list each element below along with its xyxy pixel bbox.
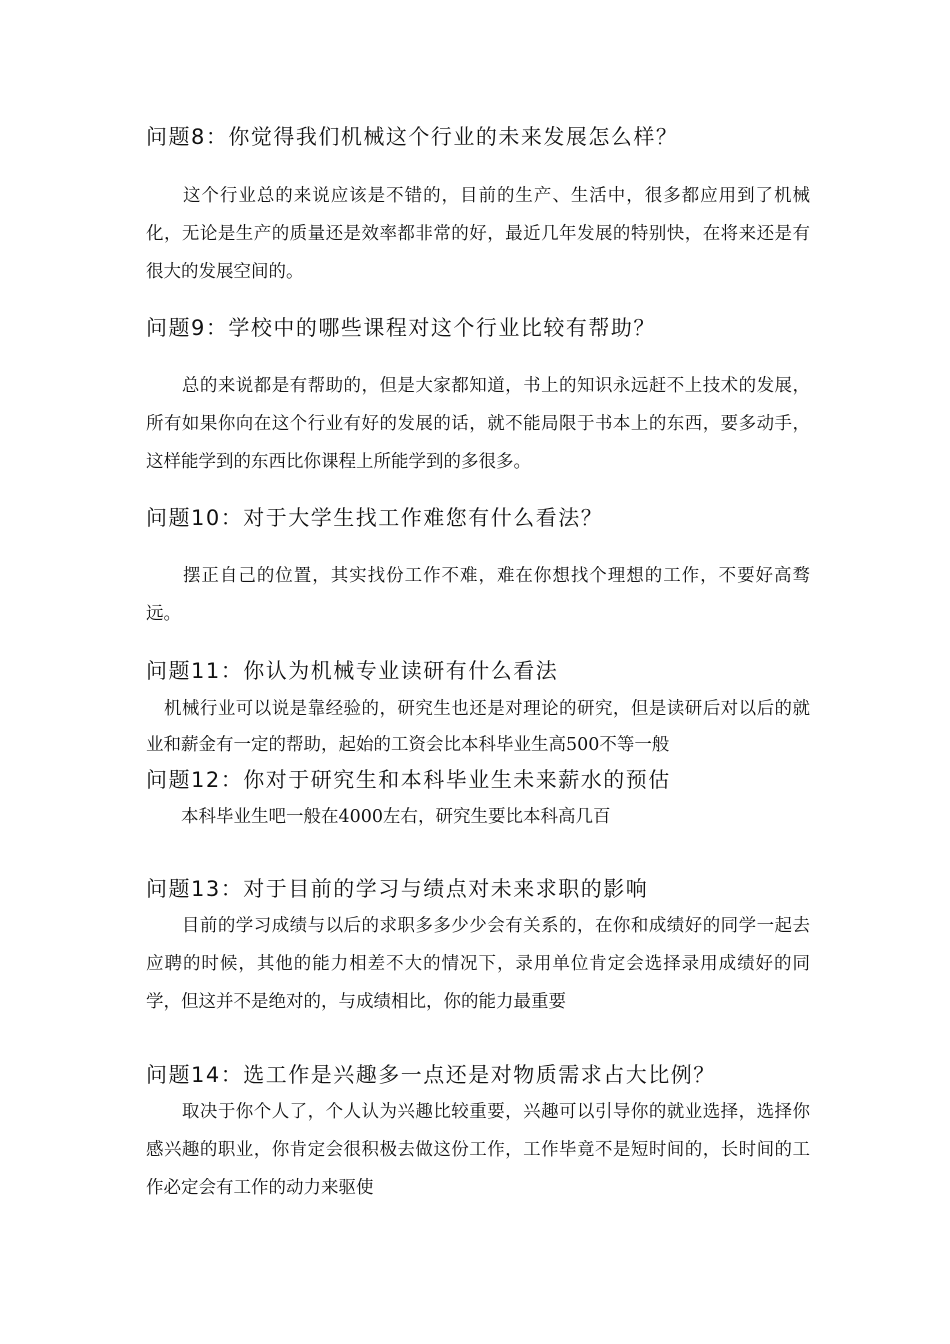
- answer-10-paragraph: 摆正自己的位置，其实找份工作不难，难在你想找个理想的工作，不要好高骛远。: [146, 566, 810, 624]
- question-12-heading: 问题12：你对于研究生和本科毕业生未来薪水的预估: [146, 768, 671, 792]
- question-14-heading: 问题14：选工作是兴趣多一点还是对物质需求占大比例？: [146, 1063, 716, 1087]
- answer-9-paragraph: 总的来说都是有帮助的，但是大家都知道，书上的知识永远赶不上技术的发展，所有如果你向在这个行业有好的发展的话，就不能局限于书本上的东西，要多动手，这样能学到的东西比你课程上所能学到的多很多。: [146, 376, 810, 472]
- question-13-heading: 问题13：对于目前的学习与绩点对未来求职的影响: [146, 877, 649, 901]
- answer-12-paragraph: 本科毕业生吧一般在4000左右，研究生要比本科高几百: [146, 807, 611, 827]
- answer-14-paragraph: 取决于你个人了，个人认为兴趣比较重要，兴趣可以引导你的就业选择，选择你感兴趣的职业，你肯定会很积极去做这份工作，工作毕竟不是短时间的，长时间的工作必定会有工作的动力来驱使: [146, 1102, 810, 1198]
- question-9-heading: 问题9：学校中的哪些课程对这个行业比较有帮助？: [146, 316, 656, 340]
- answer-8-paragraph: 这个行业总的来说应该是不错的，目前的生产、生活中，很多都应用到了机械化，无论是生产的质量还是效率都非常的好，最近几年发展的特别快，在将来还是有很大的发展空间的。: [146, 186, 810, 282]
- answer-11-paragraph: 机械行业可以说是靠经验的，研究生也还是对理论的研究，但是读研后对以后的就业和薪金有一定的帮助，起始的工资会比本科毕业生高500不等一般: [146, 699, 810, 755]
- question-8-heading: 问题8：你觉得我们机械这个行业的未来发展怎么样？: [146, 125, 679, 149]
- question-11-heading: 问题11：你认为机械专业读研有什么看法: [146, 659, 559, 683]
- answer-13-paragraph: 目前的学习成绩与以后的求职多多少少会有关系的，在你和成绩好的同学一起去应聘的时候，其他的能力相差不大的情况下，录用单位肯定会选择录用成绩好的同学，但这并不是绝对的，与成绩相比，你的能力最重要: [146, 916, 810, 1012]
- question-10-heading: 问题10：对于大学生找工作难您有什么看法？: [146, 506, 604, 530]
